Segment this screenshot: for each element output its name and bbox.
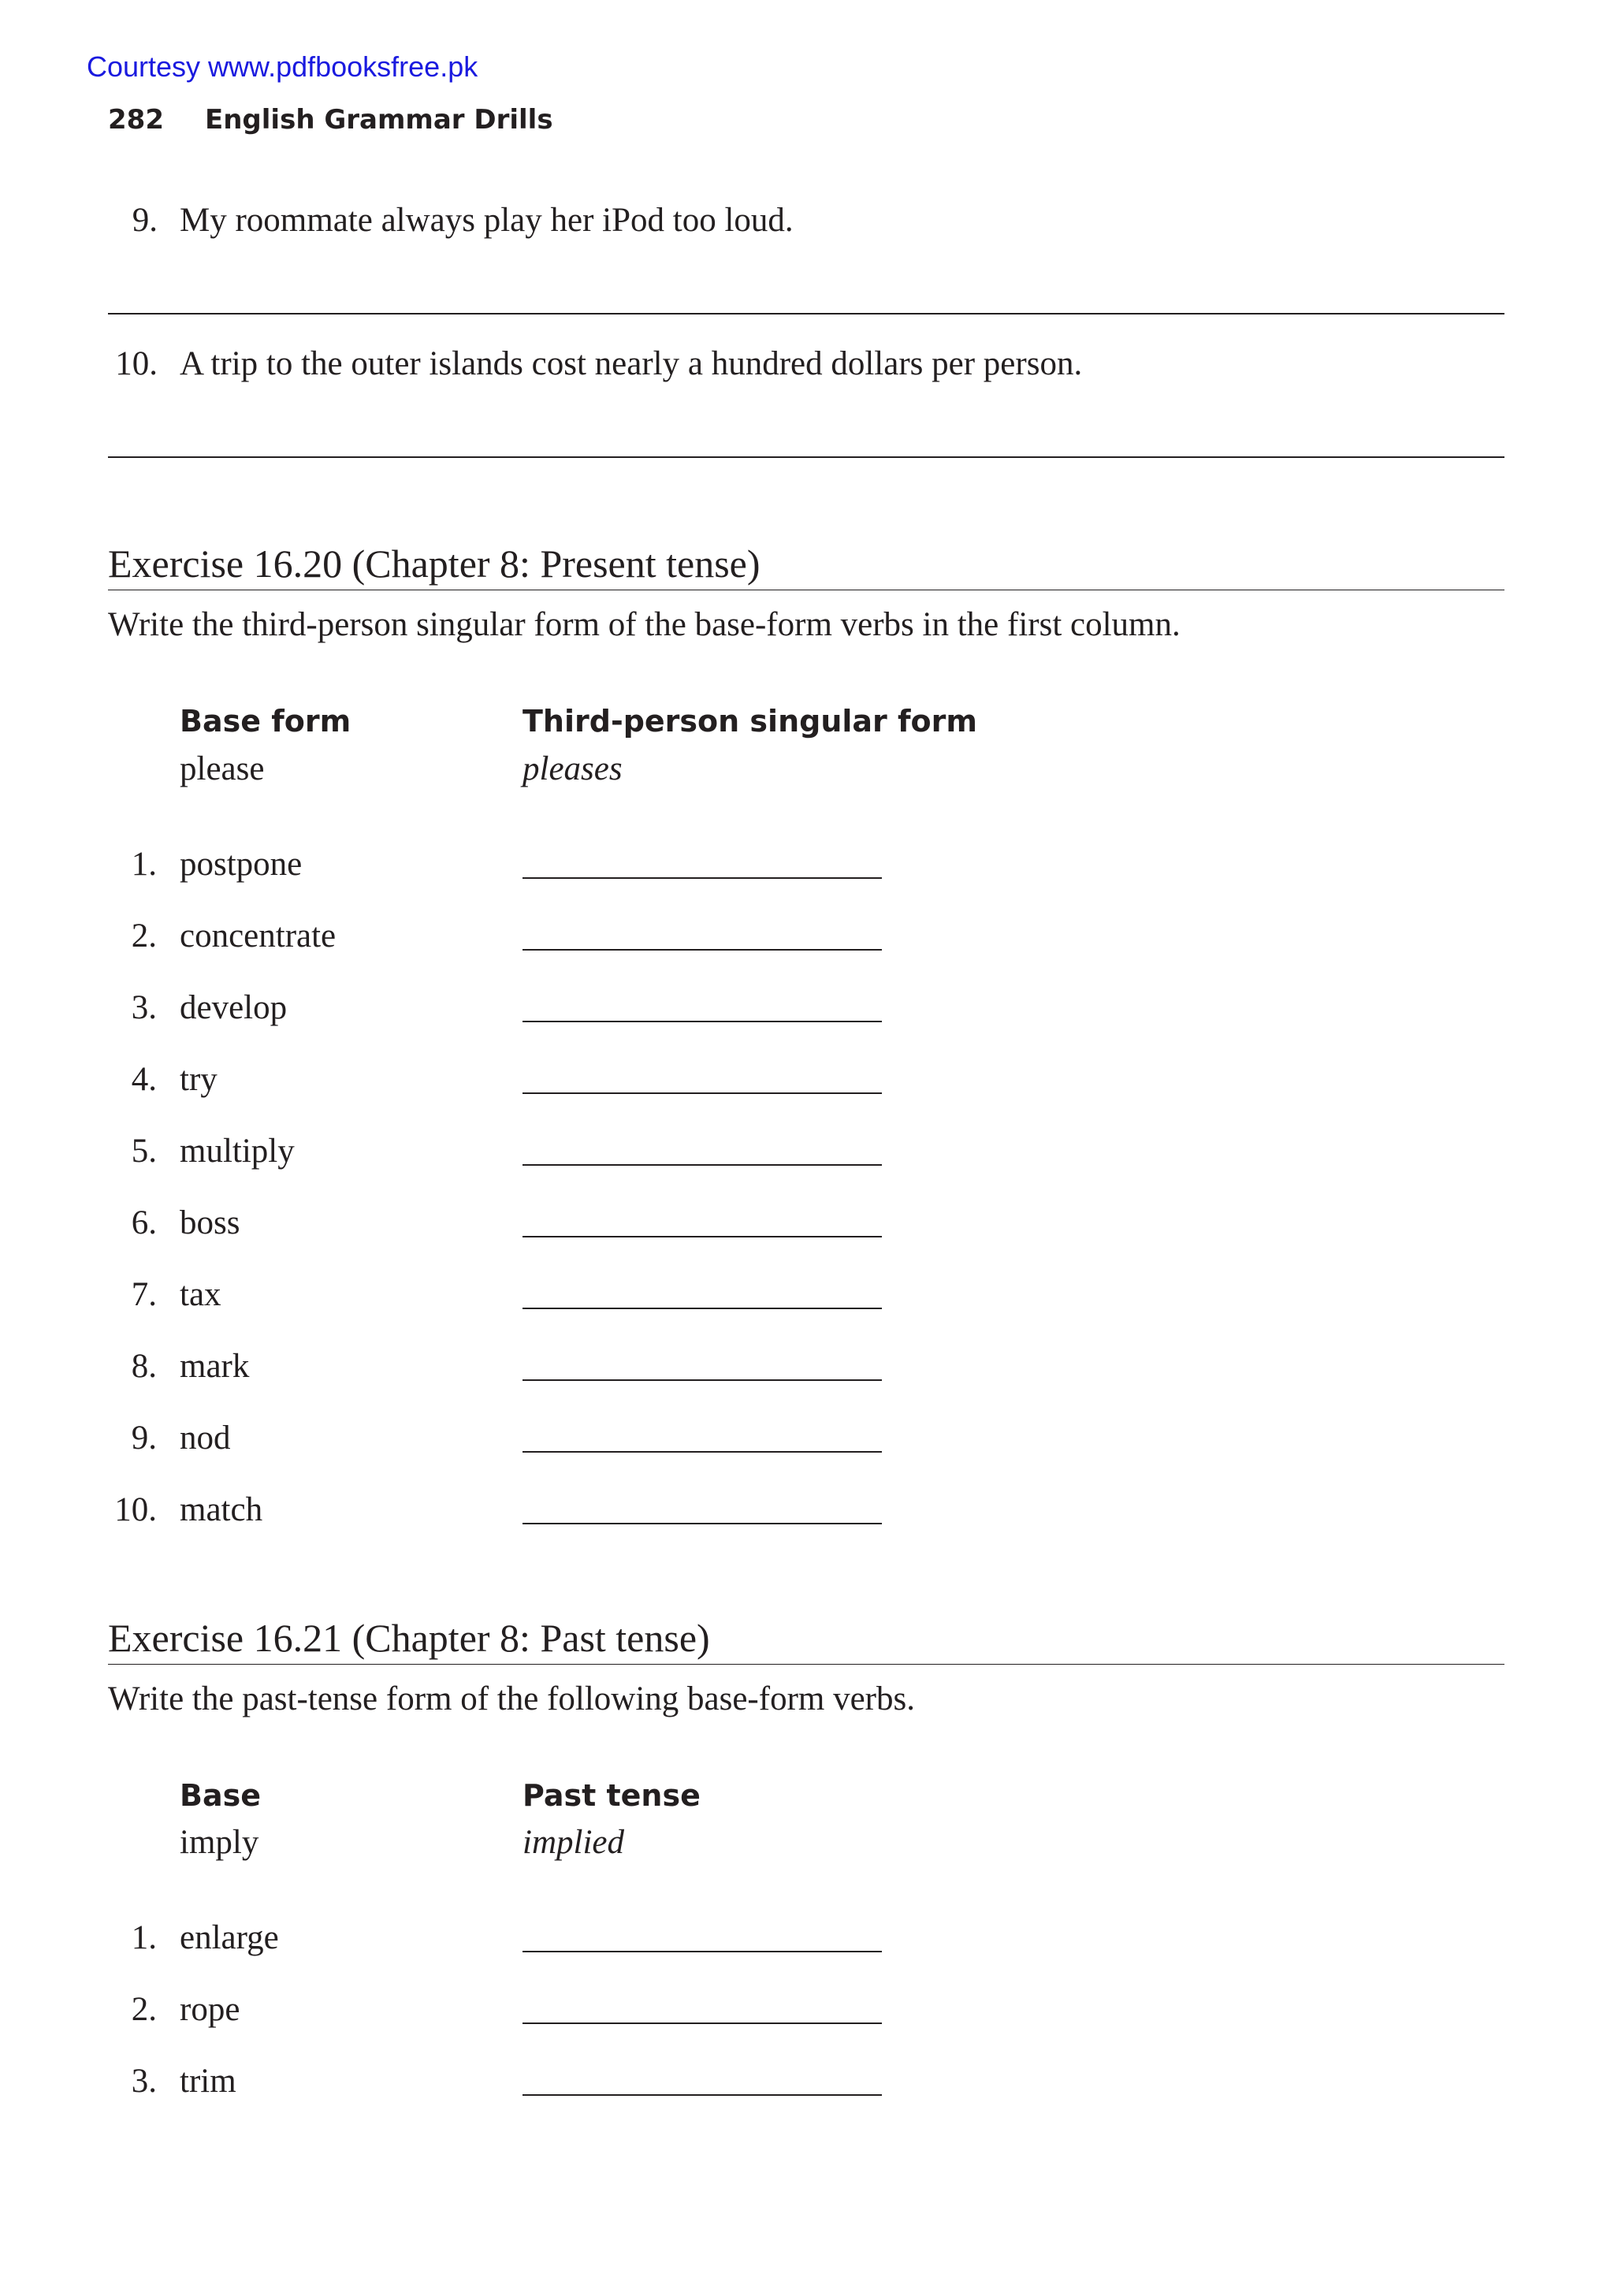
- answer-blank[interactable]: [523, 2022, 882, 2024]
- item-word: concentrate: [180, 917, 337, 954]
- exercise-item: [0, 2058, 1614, 2105]
- question-number: 9.: [132, 202, 158, 239]
- exercise-item: [0, 1200, 1614, 1247]
- column-header-answer: Past tense: [523, 1778, 701, 1813]
- item-word: nod: [180, 1420, 231, 1457]
- item-number: 7.: [131, 1276, 157, 1313]
- answer-line[interactable]: [108, 313, 1504, 314]
- exercise-item: [0, 1128, 1614, 1175]
- example-base: please: [180, 750, 265, 787]
- page-number: 282: [108, 104, 164, 136]
- exercise-item: [0, 1415, 1614, 1462]
- question-text: A trip to the outer islands cost nearly a hundred dollars per person.: [180, 345, 1083, 382]
- answer-blank[interactable]: [523, 1021, 882, 1022]
- example-answer: pleases: [523, 750, 623, 787]
- exercise-instructions: Write the past-tense form of the following base-form verbs.: [108, 1680, 915, 1717]
- item-word: develop: [180, 989, 288, 1026]
- answer-blank[interactable]: [523, 1308, 882, 1309]
- item-word: try: [180, 1061, 218, 1098]
- column-header-answer: Third-person singular form: [523, 704, 977, 739]
- item-number: 2.: [131, 917, 157, 954]
- answer-line[interactable]: [108, 456, 1504, 458]
- exercise-title: Exercise 16.20 (Chapter 8: Present tense): [108, 541, 761, 586]
- answer-blank[interactable]: [523, 1379, 882, 1381]
- exercise-item: [0, 1343, 1614, 1390]
- exercise-item: [0, 1271, 1614, 1319]
- section-divider: [108, 1664, 1504, 1665]
- item-word: rope: [180, 1991, 240, 2028]
- item-word: match: [180, 1491, 263, 1528]
- item-number: 5.: [131, 1133, 157, 1170]
- item-number: 6.: [131, 1204, 157, 1241]
- item-word: boss: [180, 1204, 240, 1241]
- item-number: 3.: [131, 989, 157, 1026]
- book-title: English Grammar Drills: [205, 104, 553, 136]
- answer-blank[interactable]: [523, 1951, 882, 1952]
- item-number: 2.: [131, 1991, 157, 2028]
- exercise-item: [0, 913, 1614, 960]
- item-number: 3.: [131, 2063, 157, 2100]
- column-header-base: Base: [180, 1778, 261, 1813]
- item-number: 10.: [114, 1491, 157, 1528]
- courtesy-link[interactable]: Courtesy www.pdfbooksfree.pk: [87, 50, 478, 83]
- column-header-base: Base form: [180, 704, 351, 739]
- exercise-item: [0, 1986, 1614, 2034]
- item-number: 1.: [131, 1919, 157, 1956]
- item-number: 9.: [131, 1420, 157, 1457]
- exercise-item: [0, 841, 1614, 888]
- answer-blank[interactable]: [523, 1164, 882, 1166]
- answer-blank[interactable]: [523, 1236, 882, 1237]
- exercise-instructions: Write the third-person singular form of the base-form verbs in the first column.: [108, 606, 1181, 643]
- exercise-item: [0, 1056, 1614, 1103]
- item-word: mark: [180, 1348, 250, 1385]
- example-base: imply: [180, 1824, 259, 1861]
- answer-blank[interactable]: [523, 1523, 882, 1524]
- exercise-item: [0, 1915, 1614, 1962]
- item-word: postpone: [180, 846, 303, 883]
- item-word: enlarge: [180, 1919, 279, 1956]
- item-word: trim: [180, 2063, 236, 2100]
- item-number: 1.: [131, 846, 157, 883]
- question-text: My roommate always play her iPod too loud.: [180, 202, 794, 239]
- example-answer: implied: [523, 1824, 624, 1861]
- answer-blank[interactable]: [523, 877, 882, 879]
- exercise-item: [0, 1487, 1614, 1534]
- question-number: 10.: [115, 345, 158, 382]
- answer-blank[interactable]: [523, 2094, 882, 2096]
- answer-blank[interactable]: [523, 1451, 882, 1453]
- item-word: multiply: [180, 1133, 295, 1170]
- answer-blank[interactable]: [523, 1092, 882, 1094]
- item-number: 8.: [131, 1348, 157, 1385]
- item-number: 4.: [131, 1061, 157, 1098]
- exercise-title: Exercise 16.21 (Chapter 8: Past tense): [108, 1616, 710, 1660]
- answer-blank[interactable]: [523, 949, 882, 951]
- exercise-item: [0, 984, 1614, 1032]
- item-word: tax: [180, 1276, 221, 1313]
